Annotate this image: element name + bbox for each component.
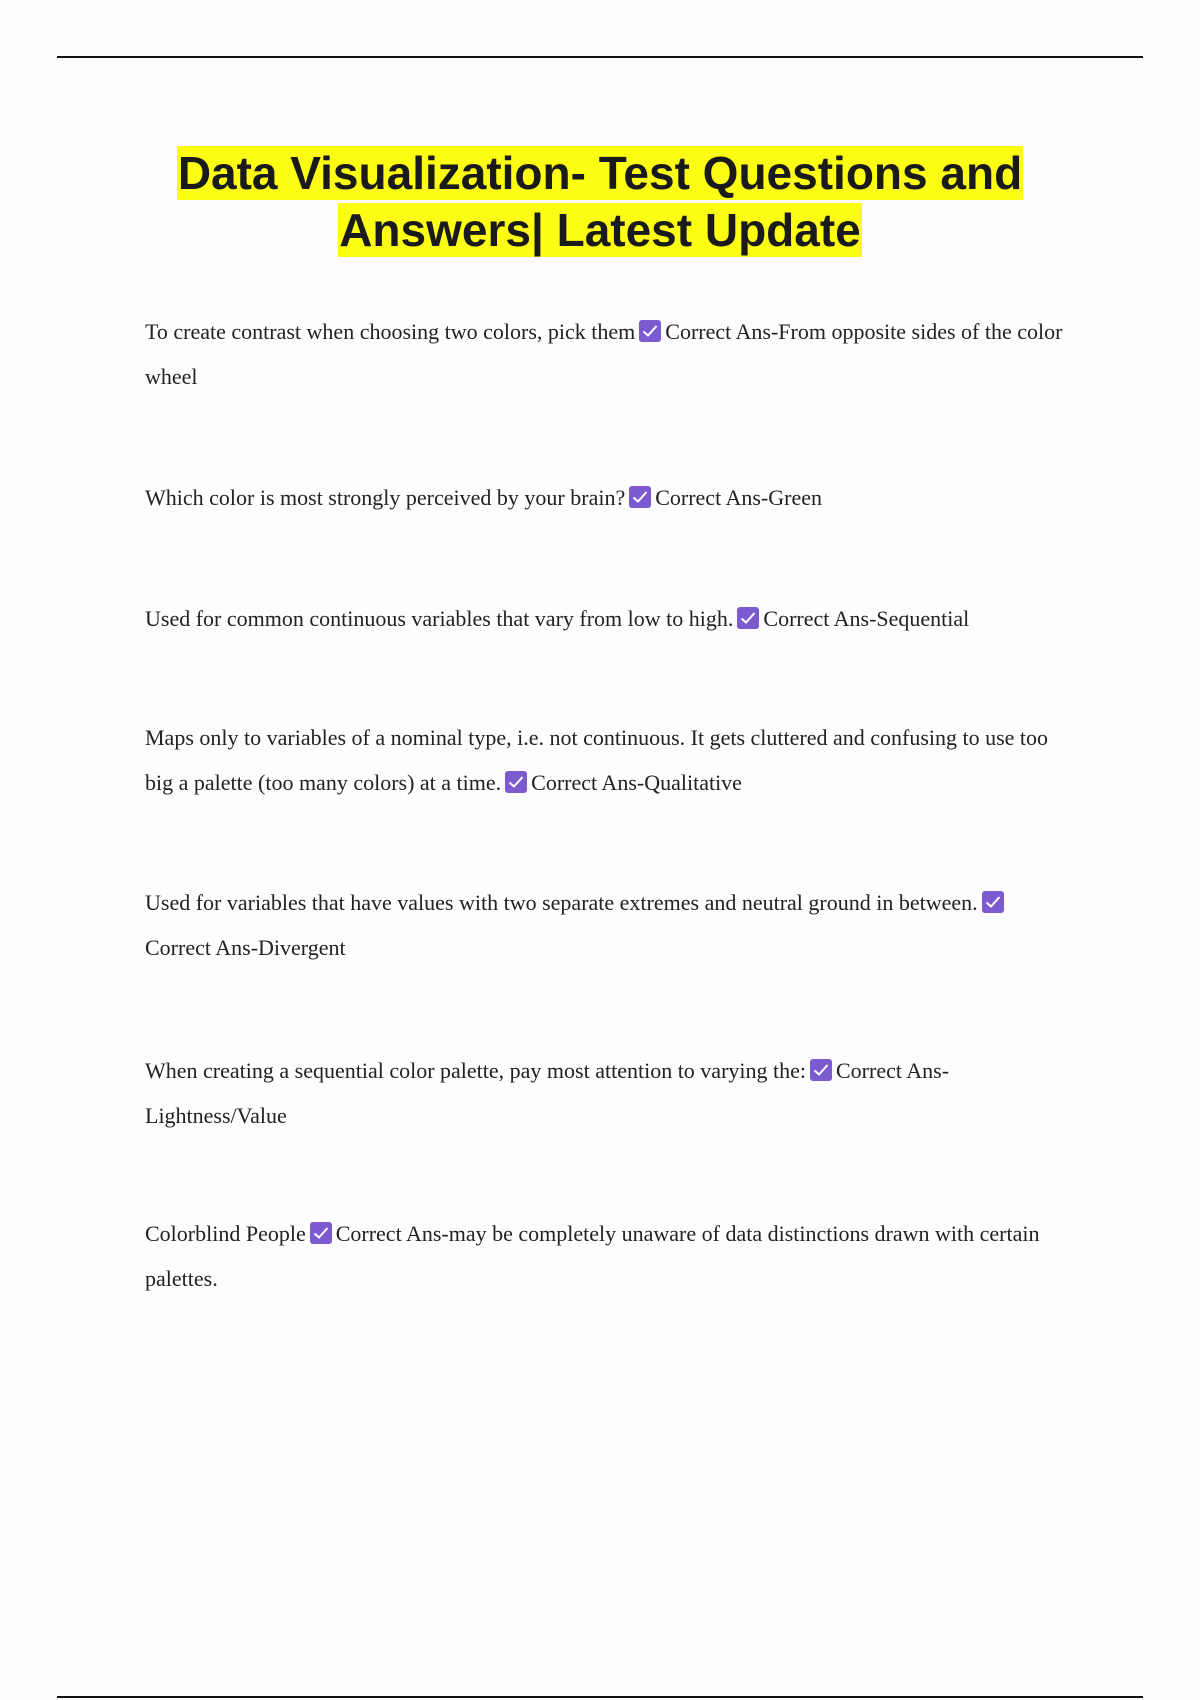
answer-text: Correct Ans-Lightness/Value bbox=[145, 1058, 950, 1128]
page-title bbox=[0, 145, 1200, 259]
answer-text: Correct Ans-Divergent bbox=[145, 935, 346, 960]
question-text: Colorblind People bbox=[145, 1221, 306, 1246]
answer-text: Correct Ans-may be completely unaware of data distinctions drawn with certain palettes. bbox=[145, 1221, 1040, 1291]
title-line-2: Answers| Latest Update bbox=[339, 204, 861, 256]
answer-text: Correct Ans-Qualitative bbox=[531, 770, 742, 795]
check-mark-icon bbox=[982, 891, 1004, 913]
qa-item-2 bbox=[145, 475, 1065, 520]
question-text: Used for variables that have values with two separate extremes and neutral ground in between. bbox=[145, 890, 978, 915]
answer-text: Correct Ans-Green bbox=[655, 485, 822, 510]
answer-text: Correct Ans-From opposite sides of the color wheel bbox=[145, 319, 1063, 389]
qa-item-1 bbox=[145, 309, 1065, 399]
qa-item-7 bbox=[145, 1211, 1065, 1301]
qa-item-5 bbox=[145, 880, 1065, 970]
qa-item-6 bbox=[145, 1048, 1065, 1138]
question-text: When creating a sequential color palette, pay most attention to varying the: bbox=[145, 1058, 806, 1083]
check-mark-icon bbox=[505, 771, 527, 793]
question-text: Used for common continuous variables that vary from low to high. bbox=[145, 606, 734, 631]
check-mark-icon bbox=[737, 607, 759, 629]
check-mark-icon bbox=[310, 1222, 332, 1244]
check-mark-icon bbox=[810, 1059, 832, 1081]
check-mark-icon bbox=[639, 320, 661, 342]
qa-item-3 bbox=[145, 596, 1065, 641]
answer-text: Correct Ans-Sequential bbox=[763, 606, 970, 631]
question-text: Maps only to variables of a nominal type, i.e. not continuous. It gets cluttered and confusing to use too big a palette (too many colors) at a time. bbox=[145, 725, 1049, 795]
top-divider bbox=[57, 56, 1143, 58]
question-text: Which color is most strongly perceived by your brain? bbox=[145, 485, 626, 510]
qa-item-4 bbox=[145, 715, 1065, 805]
question-text: To create contrast when choosing two colors, pick them bbox=[145, 319, 636, 344]
bottom-divider bbox=[57, 1696, 1143, 1698]
check-mark-icon bbox=[629, 486, 651, 508]
title-line-1: Data Visualization- Test Questions and bbox=[177, 147, 1023, 199]
